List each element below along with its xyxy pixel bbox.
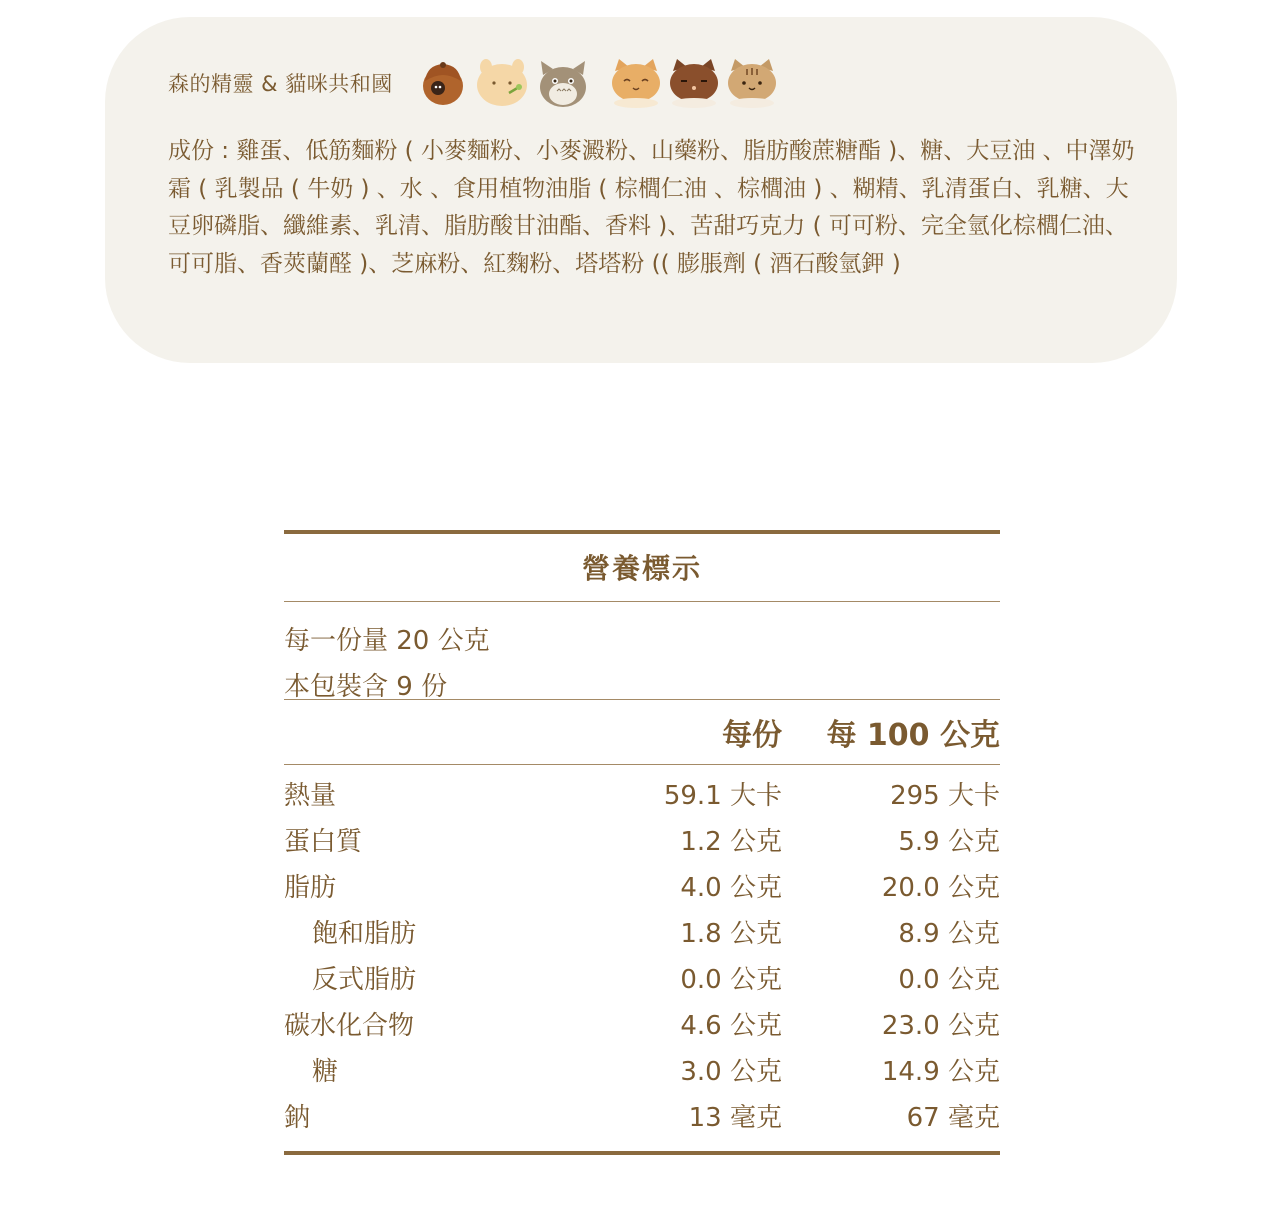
per-serving-value: 13 毫克 xyxy=(688,1103,782,1133)
ingredients-card xyxy=(105,17,1177,363)
per-100g-value: 295 大卡 xyxy=(890,781,1000,811)
nutrient-label: 熱量 xyxy=(284,781,337,811)
serving-info xyxy=(284,602,1000,702)
nutrient-label: 飽和脂肪 xyxy=(312,919,417,949)
servings-per-package: 本包裝含 9 份 xyxy=(284,672,448,702)
bottom-rule xyxy=(284,1151,1000,1155)
nutrient-row xyxy=(284,1049,1000,1095)
nutrient-label: 碳水化合物 xyxy=(284,1011,415,1041)
per-100g-value: 8.9 公克 xyxy=(898,919,1000,949)
card-header xyxy=(168,57,783,109)
nutrient-row xyxy=(284,865,1000,911)
per-serving-value: 1.2 公克 xyxy=(680,827,782,857)
per-100g-value: 20.0 公克 xyxy=(881,873,1000,903)
per-serving-value: 1.8 公克 xyxy=(680,919,782,949)
orange-cat-mascot-icon xyxy=(609,57,663,109)
per-100g-value: 67 毫克 xyxy=(906,1103,1000,1133)
per-serving-value: 59.1 大卡 xyxy=(663,781,782,811)
per-serving-value: 0.0 公克 xyxy=(680,965,782,995)
acorn-mascot-icon xyxy=(417,57,469,109)
per-serving-value: 4.6 公克 xyxy=(680,1011,782,1041)
nutrient-label: 反式脂肪 xyxy=(312,965,417,995)
ingredients-text: 成份 : 雞蛋、低筋麵粉 ( 小麥麵粉、小麥澱粉、山藥粉、脂肪酸蔗糖酯 )、糖、大豆油 、中澤奶霜 ( 乳製品 ( 牛奶 ) 、水 、食用植物油脂 ( 棕櫚仁油 、棕櫚油 ) 、糊精、乳清蛋白、乳糖、大豆卵磷脂、纖維素、乳清、脂肪酸甘油酯、香料 )、苦甜巧克力 ( 可可粉、完全氫化棕櫚仁油、可可脂、香莢蘭醛 )、芝麻粉、紅麴粉、塔塔粉 (( 膨脹劑 ( 酒石酸氫鉀 ) xyxy=(168,138,1135,277)
nutrient-label: 糖 xyxy=(312,1057,339,1087)
nutrient-row xyxy=(284,773,1000,819)
nutrient-row xyxy=(284,1003,1000,1049)
per-100g-value: 23.0 公克 xyxy=(881,1011,1000,1041)
column-header-per-serving: 每份 xyxy=(722,718,782,753)
nutrition-title: 營養標示 xyxy=(581,552,702,585)
nutrient-label: 脂肪 xyxy=(284,873,337,903)
bunny-mascot-icon xyxy=(473,57,531,109)
nutrient-label: 鈉 xyxy=(284,1103,311,1133)
column-headers xyxy=(284,700,1000,764)
nutrient-row xyxy=(284,957,1000,1003)
totoro-mascot-icon xyxy=(535,57,591,109)
nutrient-row xyxy=(284,911,1000,957)
nutrient-row xyxy=(284,1095,1000,1141)
nutrient-row xyxy=(284,819,1000,865)
per-serving-value: 4.0 公克 xyxy=(680,873,782,903)
tabby-cat-mascot-icon xyxy=(725,57,779,109)
nutrition-facts-table xyxy=(284,530,1000,1155)
dark-cat-mascot-icon xyxy=(667,57,721,109)
nutrient-rows xyxy=(284,765,1000,1151)
brand-name: 森的精靈 & 貓咪共和國 xyxy=(168,72,393,96)
serving-size: 每一份量 20 公克 xyxy=(284,626,490,656)
per-serving-value: 3.0 公克 xyxy=(680,1057,782,1087)
mascot-icons xyxy=(417,57,783,109)
nutrient-label: 蛋白質 xyxy=(284,827,363,857)
per-100g-value: 5.9 公克 xyxy=(898,827,1000,857)
column-header-per-100g: 每 100 公克 xyxy=(826,718,1000,753)
per-100g-value: 0.0 公克 xyxy=(898,965,1000,995)
per-100g-value: 14.9 公克 xyxy=(881,1057,1000,1087)
